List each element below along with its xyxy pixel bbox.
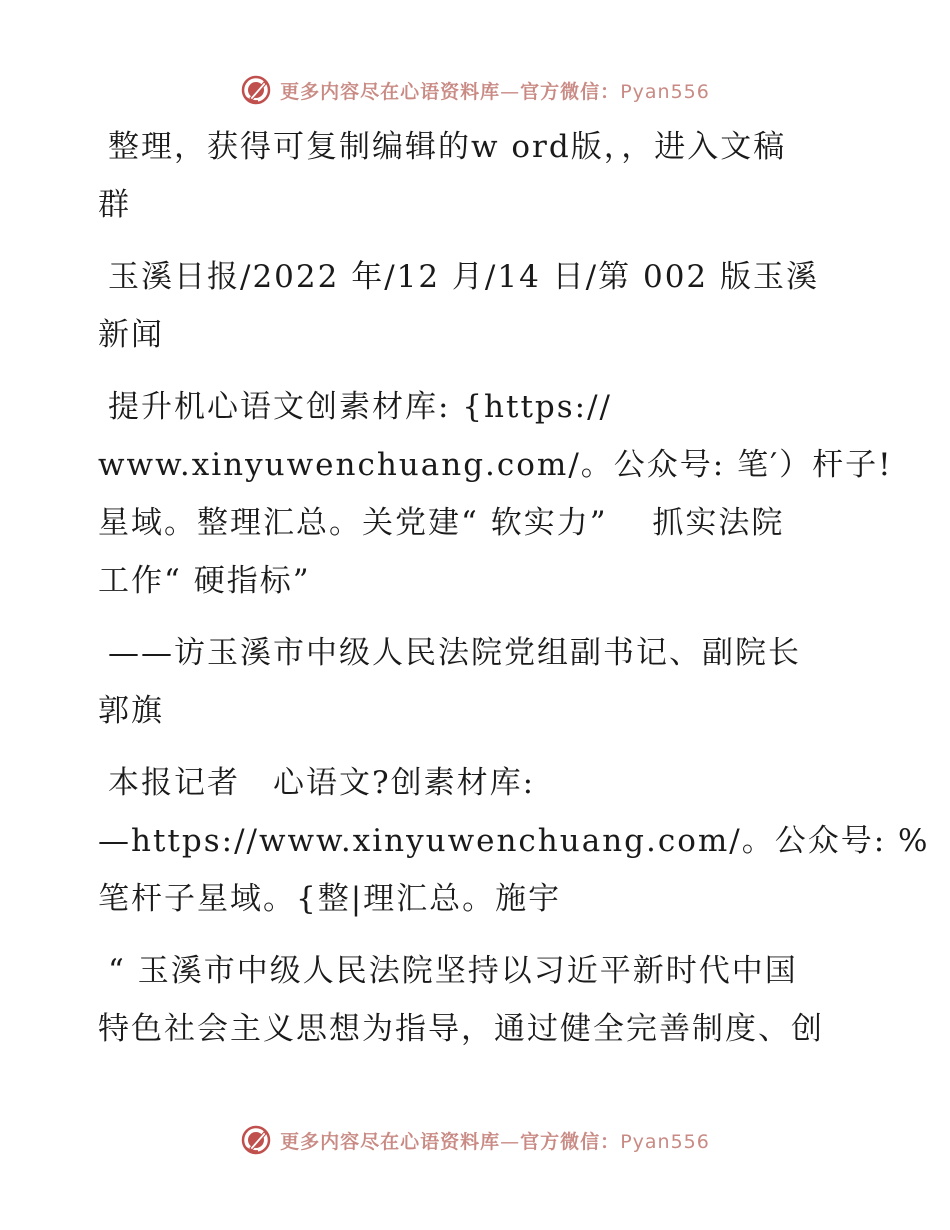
text-line: 郭旗 (98, 693, 164, 729)
paragraph-byline (98, 754, 930, 928)
watermark-channel-text: 官方微信： (520, 1130, 621, 1153)
watermark-text (280, 1127, 710, 1154)
watermark-account-id: Pyan556 (620, 1130, 710, 1153)
text-line: 本报记者 心语文?创素材库: (108, 765, 536, 801)
watermark-channel-text: 官方微信： (520, 80, 621, 103)
text-line: www.xinyuwenchuang.com/。公众号: 笔′）杆子! (98, 447, 893, 483)
text-line: “ 玉溪市中级人民法院坚持以习近平新时代中国 (108, 953, 798, 989)
document-body (98, 118, 930, 1072)
watermark-main-text: 更多内容尽在心语资料库 (280, 80, 501, 103)
text-line: 特色社会主义思想为指导，通过健全完善制度、创 (98, 1011, 824, 1047)
paragraph-title (98, 378, 893, 610)
watermark-separator: — (500, 1130, 521, 1153)
text-line: ——访玉溪市中级人民法院党组副书记、副院长 (108, 635, 801, 671)
text-line: 整理，获得可复制编辑的w ord版，，进入文稿 (108, 129, 787, 165)
watermark-account-id: Pyan556 (620, 80, 710, 103)
text-line: —https://www.xinyuwenchuang.com/。公众号: % (98, 823, 930, 859)
watermark-separator: — (500, 80, 521, 103)
text-line: 新闻 (98, 317, 164, 353)
paragraph-intro (98, 118, 850, 234)
pen-seal-logo-icon (240, 74, 272, 106)
header-watermark (0, 70, 950, 110)
text-line: 群 (98, 187, 131, 223)
text-line: 玉溪日报/2022 年/12 月/14 日/第 002 版玉溪 (108, 259, 820, 295)
footer-watermark (0, 1120, 950, 1160)
paragraph-subtitle (98, 624, 850, 740)
paragraph-source (98, 248, 850, 364)
watermark-text (280, 77, 710, 104)
watermark-main-text: 更多内容尽在心语资料库 (280, 1130, 501, 1153)
pen-seal-logo-icon (240, 1124, 272, 1156)
text-line: 提升机心语文创素材库: {https:// (108, 389, 612, 425)
text-line: 笔杆子星域。{整|理汇总。施宇 (98, 881, 562, 917)
paragraph-body (98, 942, 850, 1058)
text-line: 星域。整理汇总。关党建“ 软实力” 抓实法院 (98, 505, 785, 541)
text-line: 工作“ 硬指标” (98, 563, 311, 599)
